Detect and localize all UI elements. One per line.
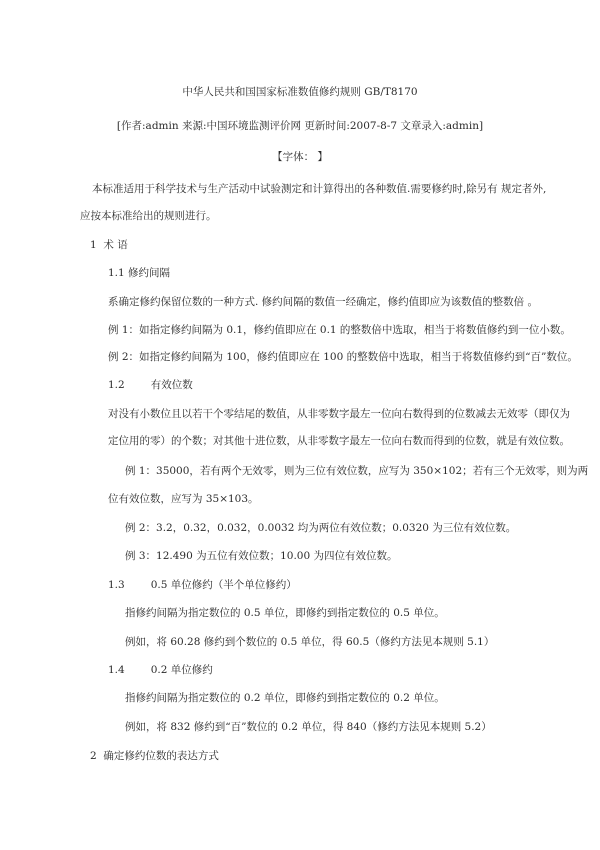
section-title: 0.5 单位修约（半个单位修约） xyxy=(150,579,297,591)
section-1-2-definition-2: 定位用的零）的个数；对其他十进位数，从非零数字最左一位向右数而得到的位数，就是有效位数。 xyxy=(108,435,570,447)
section-title: 术 语 xyxy=(103,239,128,251)
section-1-2-example-1-line-2: 位有效位数，应写为 35×103。 xyxy=(108,493,259,505)
section-1-3-definition: 指修约间隔为指定数位的 0.5 单位，即修约到指定数位的 0.5 单位。 xyxy=(125,607,445,619)
section-title: 有效位数 xyxy=(150,379,193,391)
section-1-4-definition: 指修约间隔为指定数位的 0.2 单位，即修约到指定数位的 0.2 单位。 xyxy=(125,692,445,704)
section-number: 1.3 xyxy=(108,579,125,591)
section-1-1-definition: 系确定修约保留位数的一种方式. 修约间隔的数值一经确定，修约值即应为该数值的整数倍 。 xyxy=(108,296,539,308)
section-title: 0.2 单位修约 xyxy=(150,664,213,676)
section-1-2-heading xyxy=(108,378,193,392)
font-size-control[interactable]: 【字体： 】 xyxy=(272,151,328,163)
section-1-heading xyxy=(90,238,128,252)
section-number: 1 xyxy=(90,239,97,251)
section-1-2-example-1-line-1: 例 1：35000，若有两个无效零，则为三位有效位数，应写为 350×102；若有三个无效零，则为两 xyxy=(125,465,589,477)
section-1-1-heading: 1.1 修约间隔 xyxy=(108,267,171,279)
section-1-3-heading xyxy=(108,578,297,592)
section-number: 2 xyxy=(90,750,97,762)
section-2-heading xyxy=(90,749,219,763)
page-title: 中华人民共和国国家标准数值修约规则 GB/T8170 xyxy=(182,86,418,98)
section-1-2-example-2: 例 2：3.2，0.32，0.032，0.0032 均为两位有效位数；0.0320 为三位有效位数。 xyxy=(125,522,517,534)
section-number: 1.4 xyxy=(108,664,125,676)
section-1-2-example-3: 例 3：12.490 为五位有效位数；10.00 为四位有效位数。 xyxy=(125,550,398,562)
section-1-3-example: 例如，将 60.28 修约到个数位的 0.5 单位，得 60.5（修约方法见本规则 5.1） xyxy=(125,636,495,648)
intro-line-1: 本标准适用于科学技术与生产活动中试验测定和计算得出的各种数值.需要修约时,除另有 规定者外, xyxy=(92,183,547,195)
article-meta: [作者:admin 来源:中国环境监测评价网 更新时间:2007-8-7 文章录入:admin] xyxy=(116,120,484,132)
section-number: 1.2 xyxy=(108,379,125,391)
section-1-2-definition-1: 对没有小数位且以若干个零结尾的数值，从非零数字最左一位向右数得到的位数减去无效零（即仅为 xyxy=(108,408,570,420)
section-title: 确定修约位数的表达方式 xyxy=(103,750,219,762)
section-1-4-heading xyxy=(108,663,213,677)
section-1-1-example-1: 例 1：如指定修约间隔为 0.1，修约值即应在 0.1 的整数倍中选取，相当于将数值修约到一位小数。 xyxy=(108,324,571,336)
section-1-1-example-2: 例 2：如指定修约间隔为 100，修约值即应在 100 的整数倍中选取，相当于将数值修约到“百”数位。 xyxy=(108,351,578,363)
section-1-4-example: 例如，将 832 修约到“百”数位的 0.2 单位，得 840（修约方法见本规则 5.2） xyxy=(125,721,492,733)
intro-line-2: 应按本标准给出的规则进行。 xyxy=(80,210,217,222)
